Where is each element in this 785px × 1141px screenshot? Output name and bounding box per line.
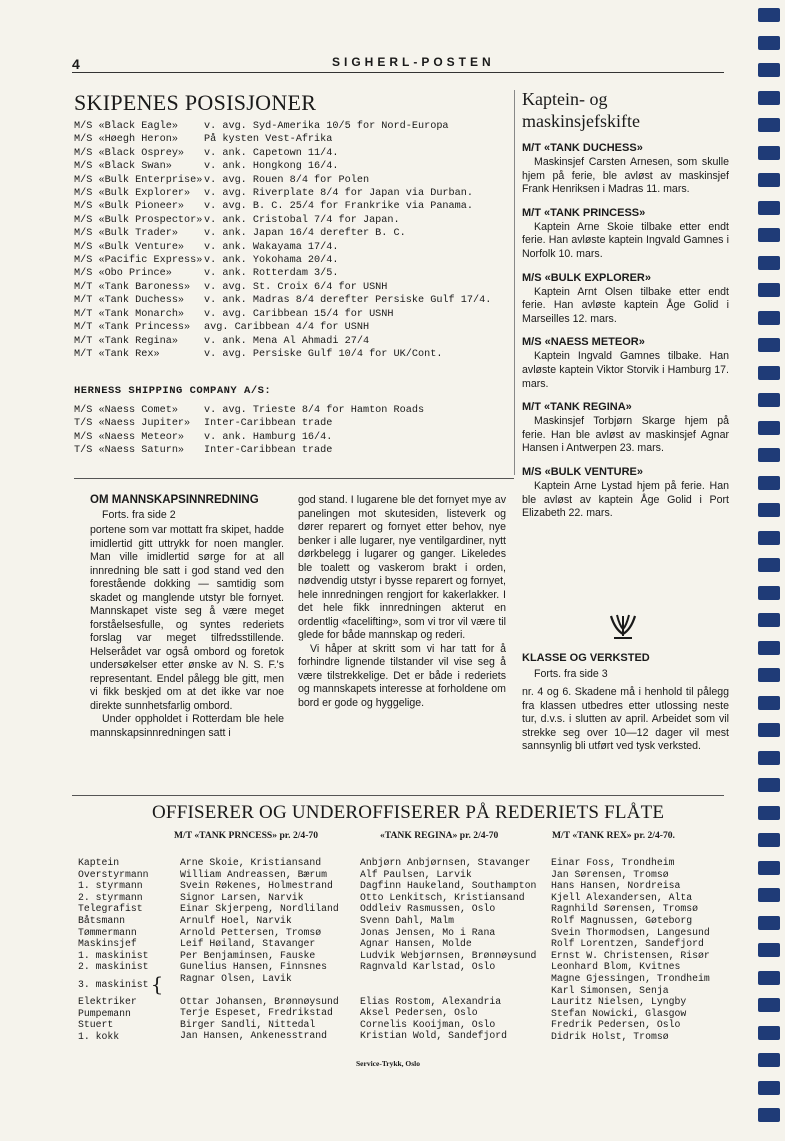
crew-member: Fredrik Pedersen, Oslo (551, 1019, 681, 1031)
herness-title: HERNESS SHIPPING COMPANY A/S: (74, 385, 272, 397)
binding-ring (758, 531, 780, 545)
ship-name: M/T «Tank Princess» (74, 322, 191, 334)
crew-changes-column (522, 88, 729, 521)
ship-row (74, 321, 514, 334)
binding-ring (758, 1081, 780, 1095)
role-label: 1. maskinist (78, 949, 149, 961)
klasse-body: nr. 4 og 6. Skadene må i henhold til pålegg fra klassen utbedres etter utlossing neste tur, d.v.s. i slutten av april. Arbeidet som vil strekke seg over 10—12 dager vil mest sannsynlig bli utført ved tysk verksted. (522, 686, 729, 753)
crew-member: Otto Lenkitsch, Kristiansand (360, 891, 525, 903)
publication-name: SIGHERL-POSTEN (332, 55, 495, 69)
role-label: Pumpemann (78, 1007, 131, 1019)
crew-change-heading: M/S «BULK EXPLORER» (522, 271, 651, 284)
crew-change-body: Kaptein Arnt Olsen tilbake etter endt ferie. Han avløste kaptein Åge Golid i Marseilles 12. mars. (522, 285, 729, 325)
crew-member: Arnold Pettersen, Tromsø (180, 926, 322, 938)
ship-header-tank-rex: M/T «TANK REX» pr. 2/4-70. (552, 830, 675, 841)
crew-member: Signor Larsen, Narvik (180, 891, 304, 903)
binding-ring (758, 1026, 780, 1040)
column-divider (514, 90, 515, 475)
crew-member: Jan Sørensen, Tromsø (551, 868, 669, 880)
binding-ring (758, 448, 780, 462)
crew-member: Per Benjaminsen, Fauske (180, 949, 316, 961)
ship-row (74, 120, 514, 133)
ship-name: M/S «Naess Comet» (74, 405, 178, 416)
crew-member: Svein Røkenes, Holmestrand (180, 880, 333, 892)
binding-ring (758, 36, 780, 50)
ship-name: M/S «Obo Prince» (74, 268, 172, 280)
ship-row (74, 417, 514, 430)
binding-ring (758, 971, 780, 985)
ship-position: v. ank. Japan 16/4 derefter B. C. (204, 228, 406, 240)
ship-position: v. ank. Hongkong 16/4. (204, 161, 339, 173)
officers-title: OFFISERER OG UNDEROFFISERER PÅ REDERIETS FLÅTE (152, 802, 665, 823)
ship-position: v. avg. Riverplate 8/4 for Japan via Durban. (204, 188, 473, 200)
ship-header-tank-regina: «TANK REGINA» pr. 2/4-70 (380, 830, 499, 841)
binding-ring (758, 998, 780, 1012)
crew-change-body: Kaptein Arne Lystad hjem på ferie. Han ble avløst av kaptein Åge Golid i Port Elizabeth 22. mars. (522, 479, 729, 520)
crew-member: Oddleiv Rasmussen, Oslo (360, 903, 496, 915)
role-label: Maskinsjef (78, 938, 137, 950)
crew-change-heading: M/T «TANK PRINCESS» (522, 206, 646, 219)
ship-row (74, 308, 514, 321)
crew-member: Leif Høiland, Stavanger (180, 938, 316, 950)
ship-position: Inter-Caribbean trade (204, 418, 333, 430)
spiral-binding (752, 0, 785, 1141)
role-label: Telegrafist (78, 903, 143, 915)
binding-ring (758, 558, 780, 572)
ship-position: v. avg. Rouen 8/4 for Polen (204, 174, 370, 186)
role-column (78, 857, 163, 1042)
crew-member: Hans Hansen, Nordreisa (551, 880, 681, 892)
role-label: Kaptein (78, 857, 120, 868)
brace-icon: { (150, 971, 164, 996)
ship-row (74, 404, 514, 417)
role-label: Overstyrmann (78, 868, 149, 880)
ship-position: v. ank. Capetown 11/4. (204, 147, 339, 159)
crew-member: Jan Hansen, Ankenesstrand (180, 1030, 327, 1042)
binding-ring (758, 888, 780, 902)
section-divider (74, 478, 514, 479)
ship-position: v. avg. B. C. 25/4 for Frankrike via Panama. (204, 201, 473, 213)
crew-changes-title: Kaptein- og maskinsjefskifte (522, 89, 640, 131)
binding-ring (758, 393, 780, 407)
crew-member: Lauritz Nielsen, Lyngby (551, 996, 687, 1008)
crew-changes-list (522, 142, 729, 521)
role-label: Elektriker (78, 995, 137, 1007)
ship-row (74, 294, 514, 307)
ship-name: M/S «Black Osprey» (74, 147, 185, 159)
role-label: Tømmermann (78, 926, 137, 938)
binding-ring (758, 256, 780, 270)
crew-member: Arnulf Hoel, Narvik (180, 914, 292, 926)
crew-member: William Andreassen, Bærum (180, 868, 327, 880)
ship-name: T/S «Naess Jupiter» (74, 418, 191, 430)
crew-member: Kjell Alexandersen, Alta (551, 891, 693, 903)
crew-member: Jonas Jensen, Mo i Rana (360, 926, 496, 938)
binding-ring (758, 8, 780, 22)
crew-member: Gunelius Hansen, Finnsnes (180, 961, 327, 973)
crew-member: Kristian Wold, Sandefjord (360, 1030, 507, 1042)
ship-header-tank-princess: M/T «TANK PRNCESS» pr. 2/4-70 (174, 830, 319, 841)
printer-credit: Service-Trykk, Oslo (356, 1059, 421, 1068)
binding-ring (758, 421, 780, 435)
crew-change-body: Maskinsjef Torbjørn Skarge hjem på ferie. Han ble avløst av maskinsjef Agnar Hansen i Antwerpen 23. mars. (522, 415, 729, 455)
crew-column-tank-regina (360, 857, 536, 1042)
ship-row (74, 227, 514, 240)
crew-member: Magne Gjessingen, Trondheim (551, 972, 710, 984)
ship-row (74, 200, 514, 213)
article-column-1 (90, 524, 284, 740)
ship-name: M/T «Tank Baroness» (74, 281, 191, 293)
crew-change-body: Kaptein Ingvald Gamnes tilbake. Han avløste kaptein Viktor Storvik i Hamburg 17. mars. (522, 350, 729, 390)
ship-row (74, 444, 514, 457)
crew-member: Ottar Johansen, Brønnøysund (180, 995, 339, 1007)
binding-ring (758, 118, 780, 132)
role-label: 3. maskinist (78, 978, 149, 990)
ship-position: v. ank. Wakayama 17/4. (204, 241, 339, 253)
ship-row (74, 133, 514, 146)
binding-ring (758, 283, 780, 297)
ship-position: v. ank. Mena Al Ahmadi 27/4 (204, 335, 370, 347)
crew-member: Anbjørn Anbjørnsen, Stavanger (360, 857, 531, 868)
crew-member: Didrik Holst, Tromsø (551, 1030, 669, 1042)
ship-name: M/S «Bulk Enterprise» (74, 174, 203, 186)
ship-position: På kysten Vest-Afrika (204, 134, 333, 146)
article-column-2 (298, 494, 506, 710)
klasse-heading: KLASSE OG VERKSTED (522, 652, 650, 664)
binding-ring (758, 228, 780, 242)
ship-position: avg. Caribbean 4/4 for USNH (204, 322, 370, 334)
crew-change-body: Maskinsjef Carsten Arnesen, som skulle hjem på ferie, ble avløst av maskinsjef Frank Henriksen i Madras 11. mars. (522, 156, 729, 196)
ship-position: v. ank. Hamburg 16/4. (204, 431, 333, 443)
binding-ring (758, 63, 780, 77)
crew-member: Arne Skoie, Kristiansand (180, 857, 322, 868)
crew-member: Birger Sandli, Nittedal (180, 1018, 316, 1030)
ship-row (74, 335, 514, 348)
binding-ring (758, 668, 780, 682)
ship-position: v. ank. Cristobal 7/4 for Japan. (204, 214, 400, 226)
ship-position: v. ank. Rotterdam 3/5. (204, 268, 339, 280)
crew-change-heading: M/T «TANK REGINA» (522, 401, 632, 414)
ship-name: M/S «Bulk Pioneer» (74, 201, 185, 213)
crew-member: Elias Rostom, Alexandria (360, 995, 502, 1007)
binding-ring (758, 778, 780, 792)
ship-row (74, 431, 514, 444)
page-number: 4 (72, 56, 80, 72)
crew-member: Karl Simonsen, Senja (551, 984, 669, 996)
binding-ring (758, 641, 780, 655)
binding-ring (758, 1053, 780, 1067)
crew-member: Ragnvald Karlstad, Oslo (360, 961, 496, 973)
ship-position: v. avg. Caribbean 15/4 for USNH (204, 308, 394, 320)
anchor-emblem-icon (608, 612, 638, 640)
article-paragraph: Vi håper at skritt som vi har tatt for å forhindre lignende tilstander vil vise seg å være tilstrekkelige. Det er både i rederiets og mannskapets interesse at forholdene om bord er gode og hyggelige. (298, 642, 506, 709)
binding-ring (758, 806, 780, 820)
binding-ring (758, 723, 780, 737)
crew-member: Ludvik Webjørnsen, Brønnøysund (360, 949, 537, 961)
binding-ring (758, 861, 780, 875)
crew-change-heading: M/S «NAESS METEOR» (522, 336, 645, 349)
binding-ring (758, 476, 780, 490)
crew-member: Ragnhild Sørensen, Tromsø (551, 903, 698, 915)
crew-member: Terje Espeset, Fredrikstad (180, 1007, 333, 1019)
ship-row (74, 281, 514, 294)
ship-name: M/S «Naess Meteor» (74, 431, 185, 443)
ship-name: M/S «Bulk Trader» (74, 228, 178, 240)
ship-name: M/S «Pacific Express» (74, 255, 203, 267)
ship-position: v. ank. Madras 8/4 derefter Persiske Gulf 17/4. (204, 295, 492, 307)
role-label: Stuert (78, 1019, 114, 1031)
crew-change-heading: M/S «BULK VENTURE» (522, 465, 644, 478)
crew-member: Rolf Lorentzen, Sandefjord (551, 938, 704, 950)
crew-member: Svenn Dahl, Malm (360, 914, 455, 926)
crew-member: Dagfinn Haukeland, Southampton (360, 880, 537, 892)
role-label: Båtsmann (78, 914, 126, 926)
ship-name: M/T «Tank Rex» (74, 348, 160, 360)
herness-ship-list (74, 404, 514, 458)
article-continued: Forts. fra side 2 (102, 509, 176, 521)
role-label: 1. styrmann (78, 880, 143, 892)
klasse-section (522, 652, 729, 754)
crew-member: Ernst W. Christensen, Risør (551, 949, 710, 961)
binding-ring (758, 311, 780, 325)
third-engineer-role (78, 973, 163, 996)
klasse-continued: Forts. fra side 3 (534, 668, 608, 680)
ship-row (74, 147, 514, 160)
ship-row (74, 214, 514, 227)
binding-ring (758, 503, 780, 517)
role-label: 1. kokk (78, 1030, 120, 1042)
article-heading: OM MANNSKAPSINNREDNING (90, 494, 259, 506)
crew-member: Cornelis Kooijman, Oslo (360, 1018, 496, 1030)
crew-member: Rolf Magnussen, Gøteborg (551, 914, 693, 926)
ship-position: Inter-Caribbean trade (204, 445, 333, 457)
crew-member: Aksel Pedersen, Oslo (360, 1007, 478, 1019)
ship-row (74, 187, 514, 200)
binding-ring (758, 173, 780, 187)
ship-name: M/T «Tank Duchess» (74, 295, 185, 307)
role-label: 2. maskinist (78, 961, 149, 973)
ship-row (74, 241, 514, 254)
binding-ring (758, 943, 780, 957)
ship-row (74, 348, 514, 361)
crew-change-body: Kaptein Arne Skoie tilbake etter endt ferie. Han avløste kaptein Ingvald Gamnes i Norfolk 10. mars. (522, 220, 729, 260)
binding-ring (758, 751, 780, 765)
ship-position: v. ank. Yokohama 20/4. (204, 255, 339, 267)
article-paragraph: Under oppholdet i Rotterdam ble hele mannskapsinnredningen satt i (90, 713, 284, 739)
crew-member: Stefan Nowicki, Glasgow (551, 1007, 687, 1019)
article-paragraph: god stand. I lugarene ble det fornyet mye av panelingen mot skutesiden, listeverk og dører reparert og fornyet etter behov, nye benker i alle lugarer, nye ventilgardiner, nytt dørkbelegg i lugarer og ganger. Likeledes ble toalett og vaskerom brakt i orden, nødvendig utstyr i bysse reparert og fornyet, hele innredningen rengjort for kakerlakker. I det hele fikk innredningen akterut en ordentlig «facelifting», som vi tror vil være til glede for både mannskap og rederi. (298, 494, 506, 641)
crew-column-tank-rex (551, 857, 710, 1043)
positions-title: SKIPENES POSISJONER (74, 90, 317, 115)
binding-ring (758, 338, 780, 352)
ship-row (74, 174, 514, 187)
binding-ring (758, 201, 780, 215)
article-paragraph: portene som var mottatt fra skipet, hadde imidlertid gitt uttrykk for noen mangler. Man ville imidlertid sørge for at all innredning ble satt i god stand ved den forestående dokking — samtidig som skadet og manglende utstyr ble fornyet. Mannskapet viste seg å være meget forståelsesfulle, og syntes rederiets forslag var meget tilfredsstillende. Helserådet var også ombord og foretok undersøkelser etter ønske av N. S. F.'s representant. Endel pålegg ble gitt, men vi fikk beskjed om at det ikke var noe direkte sunnhetsfarlig ombord. (90, 524, 284, 712)
ship-name: M/T «Tank Monarch» (74, 308, 185, 320)
ship-position-list (74, 120, 514, 361)
binding-ring (758, 916, 780, 930)
binding-ring (758, 1108, 780, 1122)
crew-column-tank-princess (180, 857, 339, 1042)
ship-position: v. avg. Persiske Gulf 10/4 for UK/Cont. (204, 348, 443, 360)
crew-member: Leonhard Blom, Kvitnes (551, 961, 681, 973)
ship-position: v. avg. Syd-Amerika 10/5 for Nord-Europa (204, 121, 449, 132)
binding-ring (758, 91, 780, 105)
ship-name: T/S «Naess Saturn» (74, 445, 185, 457)
header-divider (72, 72, 724, 73)
crew-member: Alf Paulsen, Larvik (360, 868, 472, 880)
role-label: 2. styrmann (78, 891, 143, 903)
crew-member: Einar Skjerpeng, Nordliland (180, 903, 339, 915)
binding-ring (758, 613, 780, 627)
binding-ring (758, 146, 780, 160)
crew-member: Svein Thormodsen, Langesund (551, 926, 710, 938)
crew-member: Einar Foss, Trondheim (551, 857, 675, 868)
binding-ring (758, 833, 780, 847)
ship-name: M/S «Black Eagle» (74, 121, 178, 132)
ship-row (74, 267, 514, 280)
binding-ring (758, 586, 780, 600)
ship-position: v. avg. St. Croix 6/4 for USNH (204, 281, 388, 293)
ship-name: M/S «Black Swan» (74, 161, 172, 173)
binding-ring (758, 696, 780, 710)
crew-member: Ragnar Olsen, Lavik (180, 972, 292, 984)
ship-name: M/S «Høegh Heron» (74, 134, 178, 146)
ship-position: v. avg. Trieste 8/4 for Hamton Roads (204, 405, 425, 416)
binding-ring (758, 366, 780, 380)
ship-name: M/T «Tank Regina» (74, 335, 178, 347)
ship-name: M/S «Bulk Explorer» (74, 188, 191, 200)
ship-name: M/S «Bulk Prospector» (74, 214, 203, 226)
ship-name: M/S «Bulk Venture» (74, 241, 185, 253)
ship-row (74, 160, 514, 173)
officers-divider (72, 795, 724, 796)
ship-row (74, 254, 514, 267)
crew-change-heading: M/T «TANK DUCHESS» (522, 142, 643, 154)
crew-member: Agnar Hansen, Molde (360, 938, 472, 950)
